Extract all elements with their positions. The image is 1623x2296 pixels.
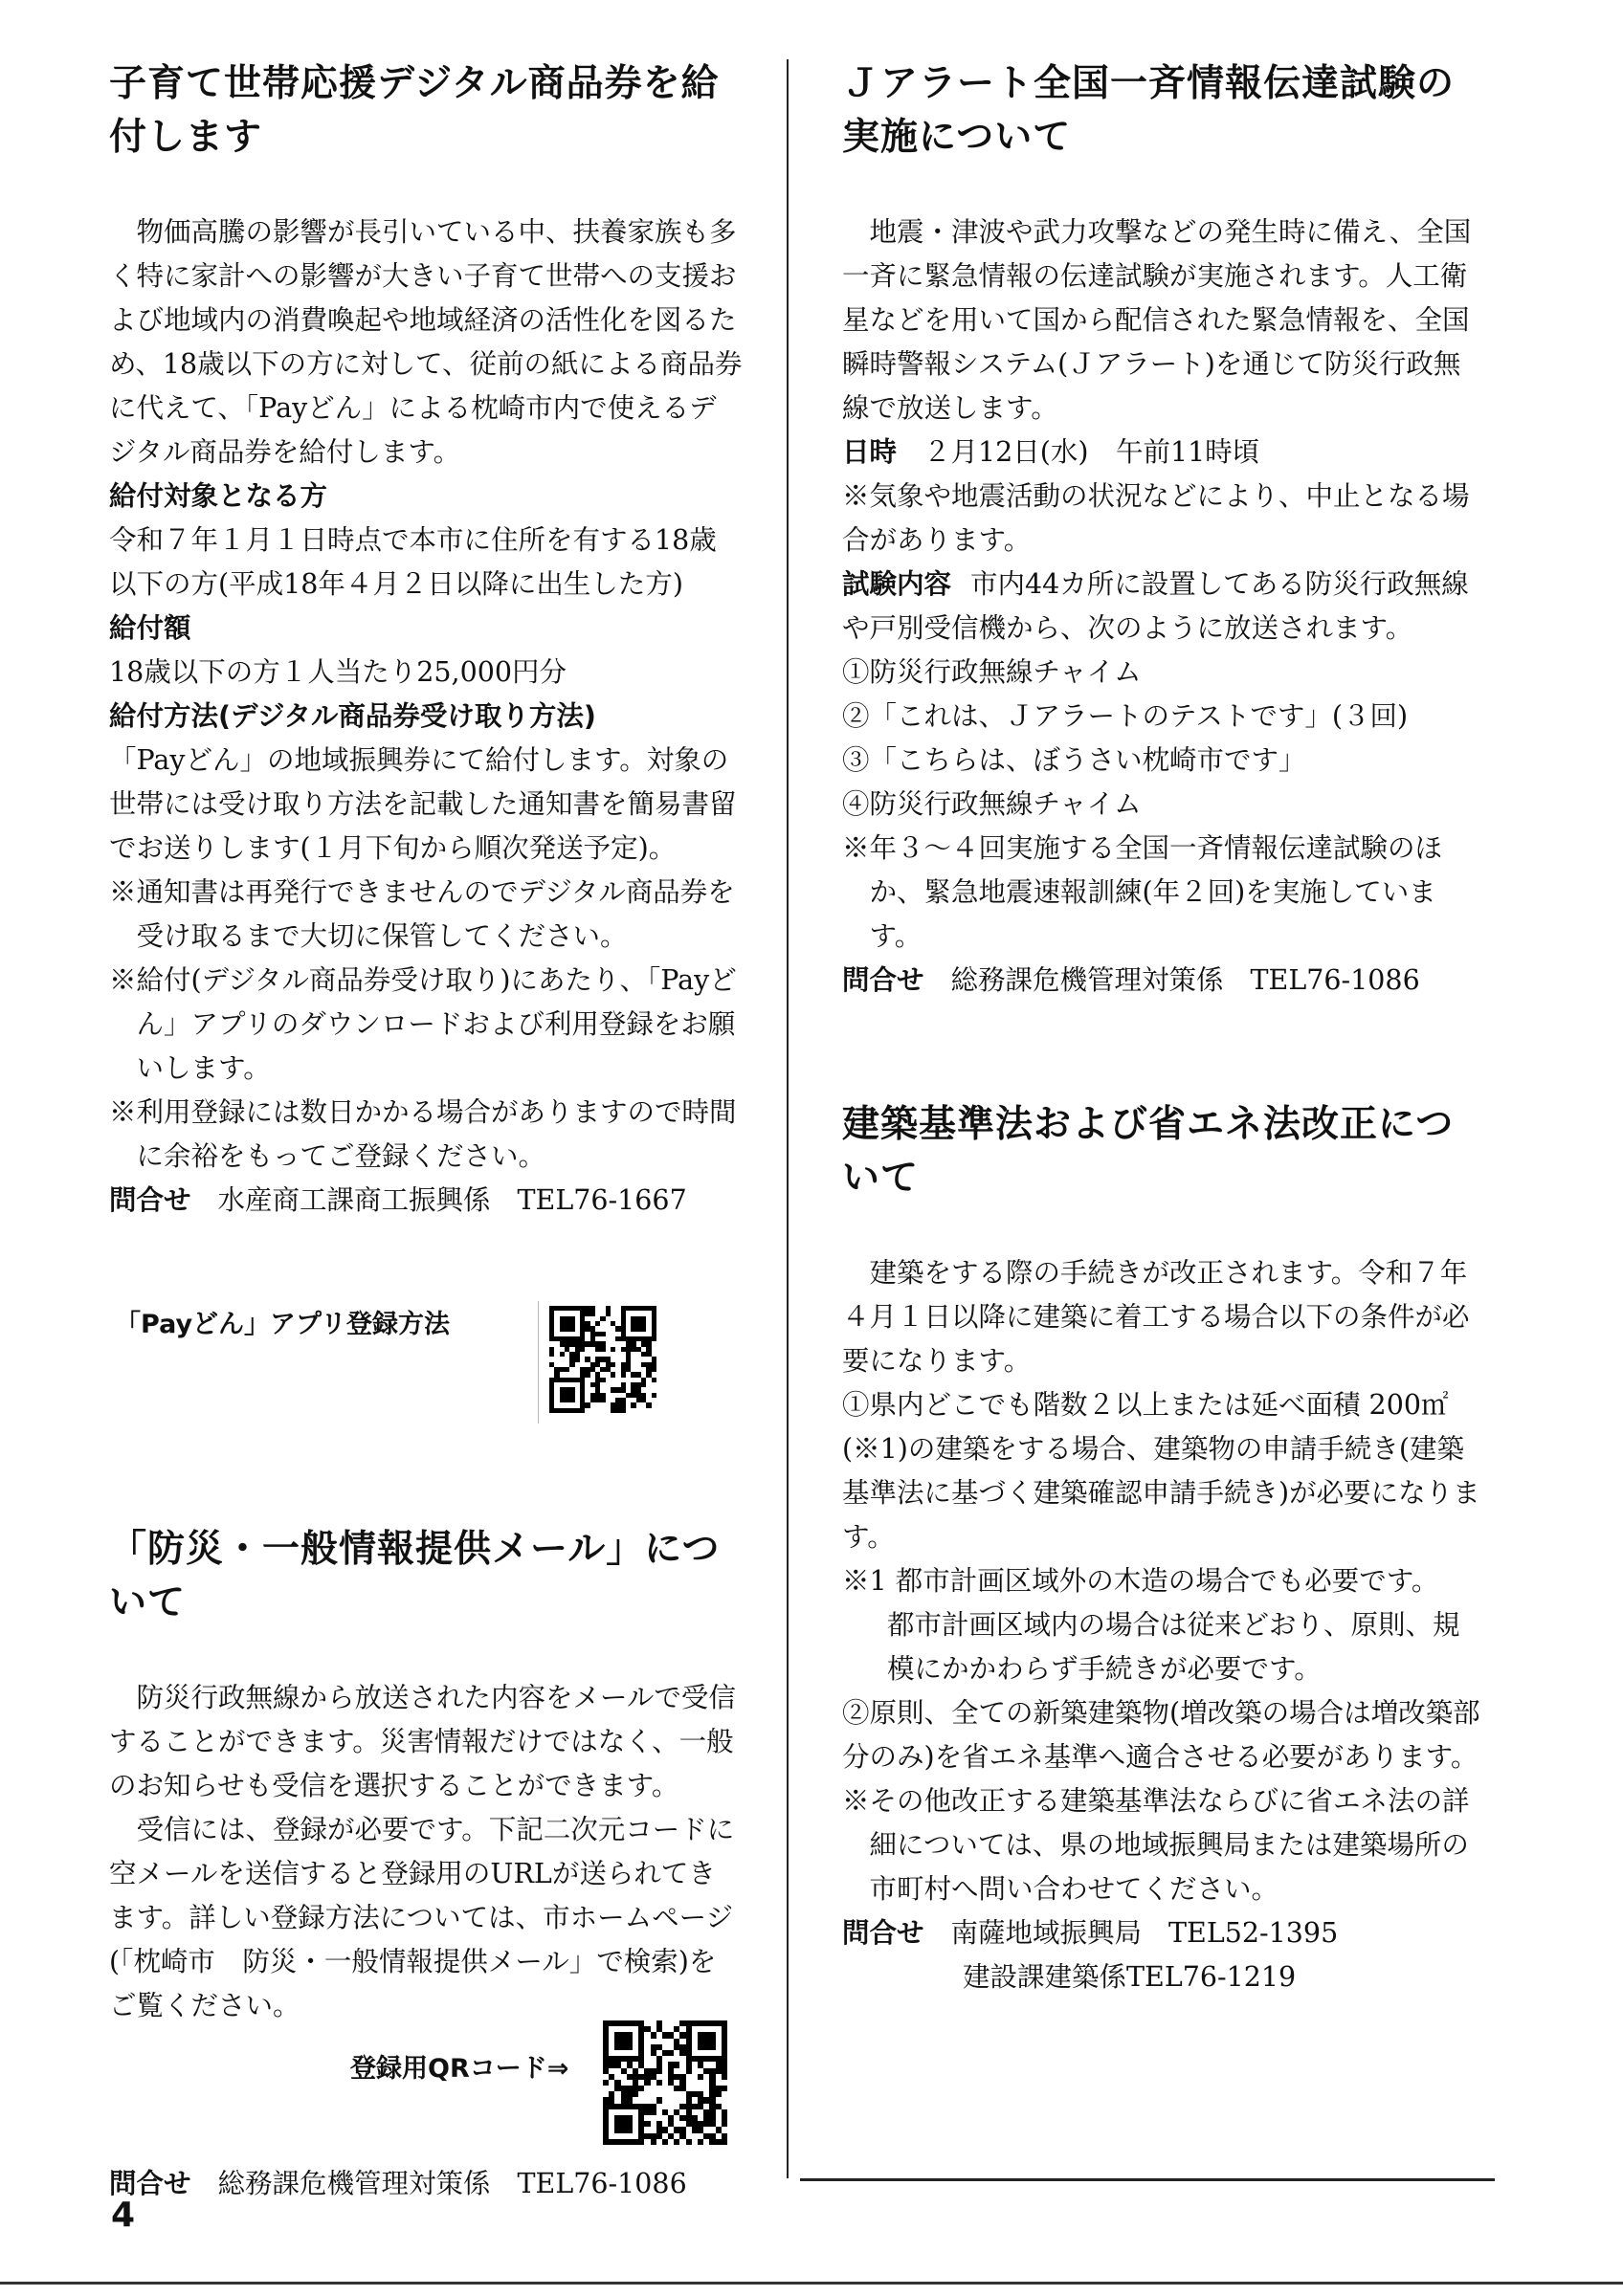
test-note: ※年３～４回実施する全国一斉情報伝達試験のほか、緊急地震速報訓練(年２回)を実施しています。 — [842, 832, 1443, 952]
article-paragraph-1: 地震・津波や武力攻撃などの発生時に備え、全国一斉に緊急情報の伝達試験が実施されます。人工衛星などを用いて国から配信された緊急情報を、全国瞬時警報システム(Ｊアラート)を通じて防災行政無線で放送します。 — [842, 216, 1472, 424]
bottom-rule — [800, 2178, 1495, 2181]
broadcast-item: ④防災行政無線チャイム — [842, 788, 1142, 820]
condition-item-1: ①県内どこでも階数２以上または延べ面積 200㎡(※1)の建築をする場合、建築物の申請手続き(建築基準法に基づく建築確認申請手続き)が必要になります。 — [842, 1389, 1480, 1553]
date-line — [842, 430, 1483, 475]
note-reissue: ※通知書は再発行できませんのでデジタル商品券を受け取るまで大切に保管してください。 — [109, 876, 735, 952]
payd-app-qr-code[interactable] — [549, 1306, 656, 1413]
inquiry-tel-2: TEL76-1219 — [1126, 1961, 1297, 1993]
note-app-download: ※給付(デジタル商品券受け取り)にあたり、「Payどん」アプリのダウンロードおよび利用登録をお願いします。 — [109, 964, 737, 1084]
content-text: 市内44カ所に設置してある防災行政無線や戸別受信機から、次のように放送されます。 — [842, 568, 1469, 644]
inquiry-label: 問合せ — [109, 2168, 191, 2199]
inquiry-tel-1: TEL52-1395 — [1168, 1917, 1339, 1949]
target-label: 給付対象となる方 — [109, 480, 328, 512]
inquiry-label: 問合せ — [842, 964, 924, 996]
inquiry-line — [842, 959, 1483, 1003]
content-line — [842, 563, 1483, 651]
article-paragraph-1: 防災行政無線から放送された内容をメールで受信することができます。災害情報だけではなく、一般のお知らせも受信を選択することができます。 — [109, 1682, 736, 1801]
article-title: 「防災・一般情報提供メール」について — [109, 1528, 721, 1624]
amount-label: 給付額 — [109, 612, 191, 644]
inquiry-line-1 — [842, 1911, 1483, 1955]
target-text: 令和７年１月１日時点で本市に住所を有する18歳以下の方(平成18年４月２日以降に出生した方) — [109, 524, 717, 600]
inquiry-dept: 総務課危機管理対策係 — [950, 964, 1224, 996]
condition-note-1a: ※1 都市計画区域外の木造の場合でも必要です。 — [842, 1565, 1439, 1597]
condition-item-2: ②原則、全ての新築建築物(増改築の場合は増改築部分のみ)を省エネ基準へ適合させる必要があります。 — [842, 1697, 1480, 1773]
inquiry-tel: TEL76-1086 — [517, 2168, 687, 2199]
inquiry-line-2 — [842, 1955, 1483, 1999]
article-intro: 物価高騰の影響が長引いている中、扶養家族も多く特に家計への影響が大きい子育て世帯への支援および地域内の消費喚起や地域経済の活性化を図るため、18歳以下の方に対して、従前の紙による商品券に代えて、「Payどん」による枕崎市内で使えるデジタル商品券を給付します。 — [109, 216, 743, 468]
note-registration-time: ※利用登録には数日かかる場合がありますので時間に余裕をもってご登録ください。 — [109, 1096, 737, 1172]
content-label: 試験内容 — [842, 568, 952, 600]
inquiry-line — [109, 2162, 687, 2206]
condition-note-1b: 都市計画区域内の場合は従来どおり、原則、規模にかかわらず手続きが必要です。 — [887, 1609, 1460, 1685]
article-paragraph-2: 受信には、登録が必要です。下記二次元コードに空メールを送信すると登録用のURLが送られてきます。詳しい登録方法については、市ホームページ(「枕崎市 防災・一般情報提供メール」で検索)をご覧ください。 — [109, 1814, 735, 2021]
qr-frame-line — [538, 1301, 539, 1424]
inquiry-label: 問合せ — [109, 1184, 191, 1216]
broadcast-item: ②「これは、Ｊアラートのテストです」(３回) — [842, 700, 1409, 732]
article-digital-voucher — [109, 57, 743, 1454]
right-column — [842, 57, 1483, 1999]
amount-text: 18歳以下の方１人当たり25,000円分 — [109, 656, 567, 688]
broadcast-item: ③「こちらは、ぼうさい枕崎市です」 — [842, 744, 1306, 776]
date-text: ２月12日(水) 午前11時頃 — [923, 436, 1260, 468]
registration-qr-caption: 登録用QRコード⇒ — [350, 2054, 569, 2084]
app-registration-caption: 「Payどん」アプリ登録方法 — [115, 1310, 450, 1339]
page-edge-line — [0, 2282, 1623, 2285]
date-note: ※気象や地震活動の状況などにより、中止となる場合があります。 — [842, 480, 1470, 556]
column-divider — [787, 59, 789, 2178]
inquiry-dept-2: 建設課建築係 — [963, 1961, 1127, 1993]
page-number: 4 — [111, 2196, 136, 2235]
method-text: 「Payどん」の地域振興券にて給付します。対象の世帯には受け取り方法を記載した通知書を簡易書留でお送りします(１月下旬から順次発送予定)。 — [109, 744, 737, 864]
inquiry-tel: TEL76-1086 — [1250, 964, 1420, 996]
method-label: 給付方法(デジタル商品券受け取り方法) — [109, 700, 596, 732]
inquiry-line — [109, 1179, 743, 1223]
article-paragraph-1: 建築をする際の手続きが改正されます。令和７年４月１日以降に建築に着工する場合以下の条件が必要になります。 — [842, 1257, 1470, 1377]
inquiry-dept-1: 南薩地域振興局 — [950, 1917, 1143, 1949]
registration-qr-code[interactable] — [603, 2020, 727, 2145]
article-building-law — [842, 1098, 1483, 1999]
inquiry-label: 問合せ — [842, 1917, 924, 1949]
broadcast-item: ①防災行政無線チャイム — [842, 656, 1142, 688]
inquiry-dept: 総務課危機管理対策係 — [217, 2168, 491, 2199]
article-j-alert — [842, 57, 1483, 1003]
inquiry-dept: 水産商工課商工振興係 — [217, 1184, 491, 1216]
other-note: ※その他改正する建築基準法ならびに省エネ法の詳細については、県の地域振興局または建築場所の市町村へ問い合わせてください。 — [842, 1785, 1470, 1905]
article-title: Ｊアラート全国一斉情報伝達試験の実施について — [842, 62, 1456, 159]
left-column — [109, 57, 743, 2212]
date-label: 日時 — [842, 436, 898, 468]
article-title: 建築基準法および省エネ法改正について — [842, 1103, 1455, 1200]
inquiry-tel: TEL76-1667 — [517, 1184, 687, 1216]
article-title: 子育て世帯応援デジタル商品券を給付します — [109, 62, 720, 159]
article-disaster-mail — [109, 1523, 743, 2212]
